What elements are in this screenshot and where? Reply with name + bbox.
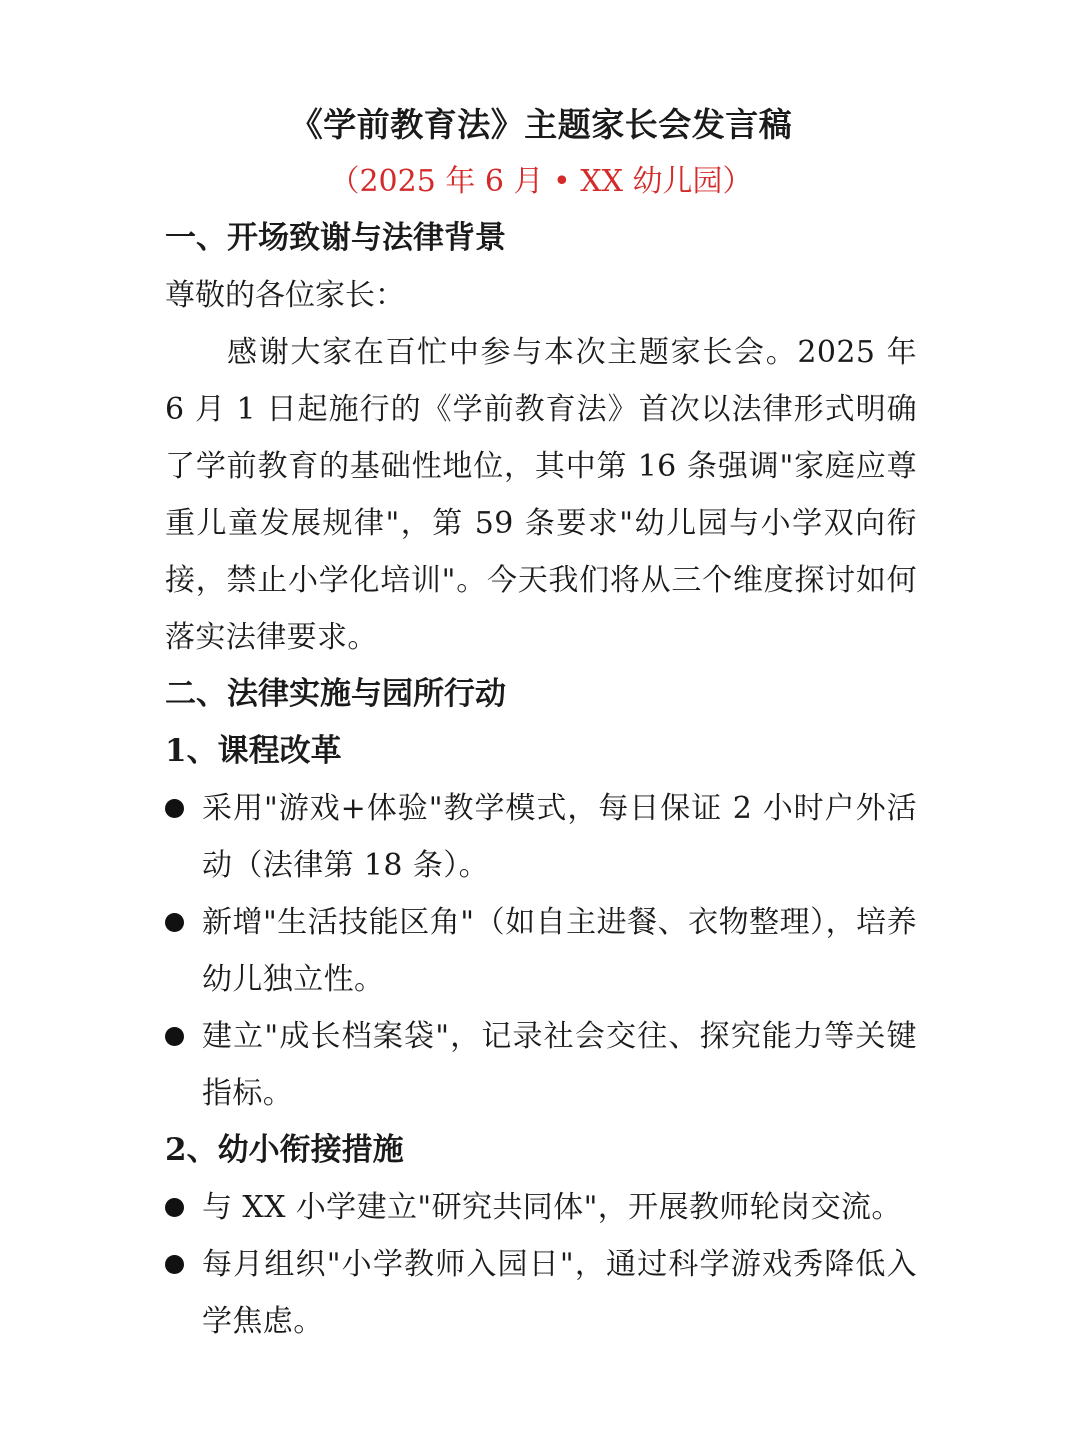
document-title: 《学前教育法》主题家长会发言稿 (289, 105, 793, 144)
bullet-icon (165, 1027, 184, 1046)
list-item (165, 1236, 917, 1350)
list-item-text: 建立"成长档案袋"，记录社会交往、探究能力等关键指标。 (202, 1019, 917, 1111)
bullet-icon (165, 1198, 184, 1217)
list-item-text: 每月组织"小学教师入园日"，通过科学游戏秀降低入学焦虑。 (202, 1247, 917, 1339)
greeting: 尊敬的各位家长： (165, 278, 405, 313)
section-1-heading: 一、开场致谢与法律背景 (165, 220, 506, 256)
intro-paragraph: 感谢大家在百忙中参与本次主题家长会。2025 年 6 月 1 日起施行的《学前教育法》首次以法律形式明确了学前教育的基础性地位，其中第 16 条强调"家庭应尊重儿童发展规律"，第 59 条要求"幼儿园与小学双向衔接，禁止小学化培训"。今天我们将从三个维度探讨如何落实法律要求。 (165, 335, 917, 655)
list-item-text: 与 XX 小学建立"研究共同体"，开展教师轮岗交流。 (202, 1190, 902, 1225)
bullet-icon (165, 913, 184, 932)
list-item-text: 新增"生活技能区角"（如自主进餐、衣物整理），培养幼儿独立性。 (202, 905, 917, 997)
list-item (165, 1008, 917, 1122)
section-2-heading: 二、法律实施与园所行动 (165, 676, 506, 712)
subsection-2-heading: 2、幼小衔接措施 (165, 1132, 404, 1168)
subsection-1-heading: 1、课程改革 (165, 733, 342, 769)
list-item (165, 894, 917, 1008)
list-item-text: 采用"游戏+体验"教学模式，每日保证 2 小时户外活动（法律第 18 条）。 (202, 791, 917, 883)
transition-measures-list (165, 1179, 917, 1350)
document-page (165, 96, 917, 1350)
list-item (165, 1179, 917, 1236)
curriculum-reform-list (165, 780, 917, 1122)
list-item (165, 780, 917, 894)
bullet-icon (165, 1255, 184, 1274)
document-subtitle: （2025 年 6 月 • XX 幼儿园） (329, 164, 753, 199)
bullet-icon (165, 799, 184, 818)
